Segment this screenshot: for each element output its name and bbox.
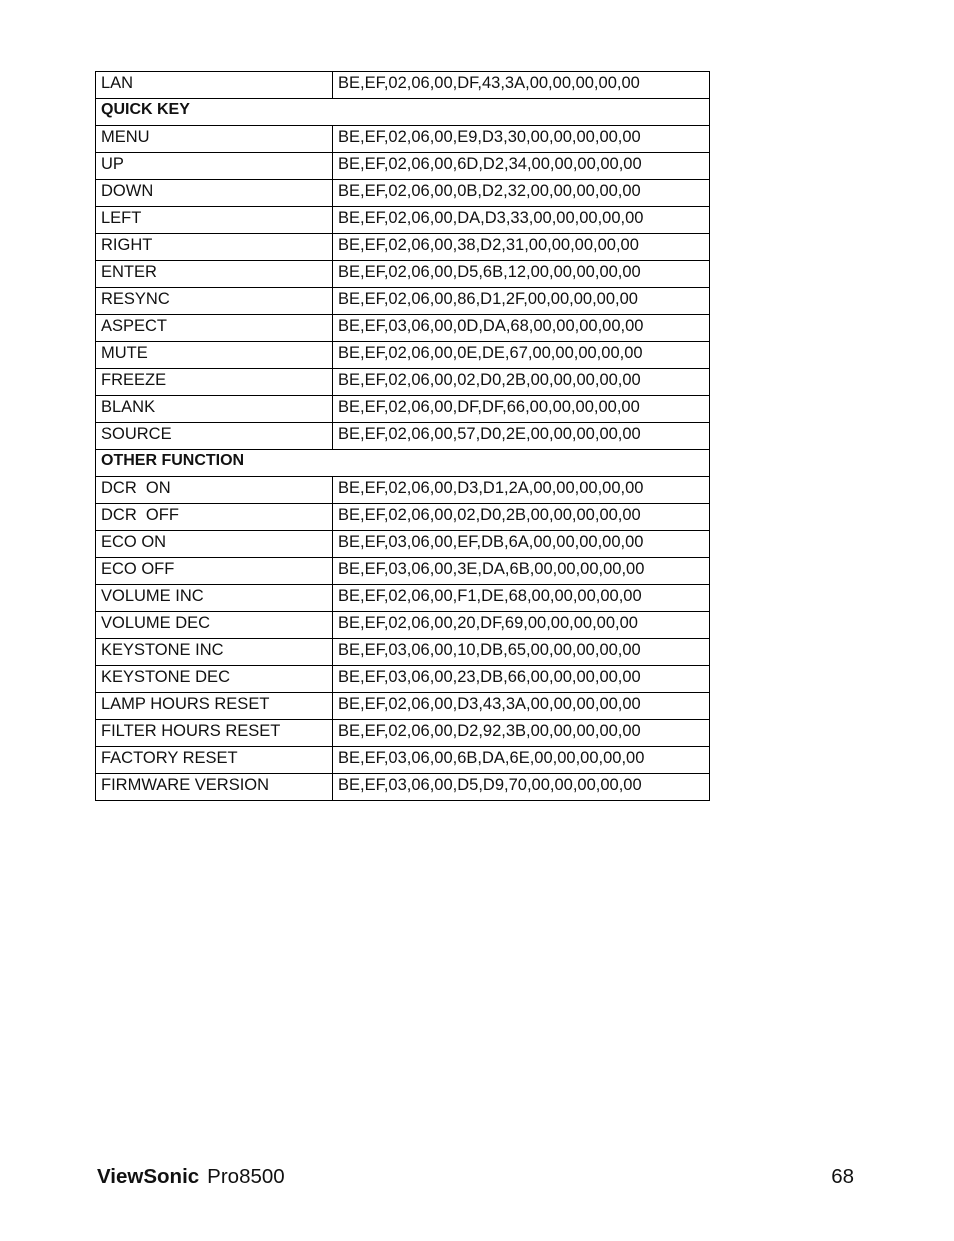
command-code-cell: BE,EF,02,06,00,DA,D3,33,00,00,00,00,00 [333,207,710,234]
command-code-cell: BE,EF,02,06,00,20,DF,69,00,00,00,00,00 [333,612,710,639]
table-row [96,342,710,369]
command-code-cell: BE,EF,03,06,00,3E,DA,6B,00,00,00,00,00 [333,558,710,585]
command-code-cell: BE,EF,02,06,00,6D,D2,34,00,00,00,00,00 [333,153,710,180]
footer-brand: ViewSonic [97,1165,200,1188]
table-row [96,585,710,612]
table-row [96,774,710,801]
table-row [96,180,710,207]
function-name-cell: RIGHT [96,234,333,261]
command-code-cell: BE,EF,02,06,00,38,D2,31,00,00,00,00,00 [333,234,710,261]
command-code-cell: BE,EF,02,06,00,D3,43,3A,00,00,00,00,00 [333,693,710,720]
command-code-cell: BE,EF,02,06,00,D5,6B,12,00,00,00,00,00 [333,261,710,288]
command-code-cell: BE,EF,02,06,00,0B,D2,32,00,00,00,00,00 [333,180,710,207]
function-name-cell: ENTER [96,261,333,288]
table-row [96,207,710,234]
command-code-cell: BE,EF,02,06,00,0E,DE,67,00,00,00,00,00 [333,342,710,369]
table-row [96,639,710,666]
command-code-cell: BE,EF,03,06,00,6B,DA,6E,00,00,00,00,00 [333,747,710,774]
command-table-body [96,72,710,801]
table-row [96,234,710,261]
page-footer [97,1164,285,1190]
table-row [96,369,710,396]
rs232-command-table [95,71,710,801]
footer-model: Pro8500 [207,1165,285,1188]
table-row [96,612,710,639]
section-header: OTHER FUNCTION [96,450,710,477]
table-row [96,153,710,180]
function-name-cell: SOURCE [96,423,333,450]
function-name-cell: FIRMWARE VERSION [96,774,333,801]
table-row [96,477,710,504]
function-name-cell: DCR ON [96,477,333,504]
function-name-cell: BLANK [96,396,333,423]
command-code-cell: BE,EF,02,06,00,DF,43,3A,00,00,00,00,00 [333,72,710,99]
command-code-cell: BE,EF,02,06,00,D3,D1,2A,00,00,00,00,00 [333,477,710,504]
function-name-cell: UP [96,153,333,180]
table-row [96,261,710,288]
table-row [96,288,710,315]
command-code-cell: BE,EF,02,06,00,86,D1,2F,00,00,00,00,00 [333,288,710,315]
command-code-cell: BE,EF,02,06,00,57,D0,2E,00,00,00,00,00 [333,423,710,450]
function-name-cell: VOLUME INC [96,585,333,612]
function-name-cell: FACTORY RESET [96,747,333,774]
function-name-cell: FREEZE [96,369,333,396]
table-row [96,72,710,99]
function-name-cell: FILTER HOURS RESET [96,720,333,747]
function-name-cell: MUTE [96,342,333,369]
page-number: 68 [831,1165,854,1188]
function-name-cell: ASPECT [96,315,333,342]
table-row [96,693,710,720]
function-name-cell: MENU [96,126,333,153]
table-row [96,558,710,585]
function-name-cell: LAN [96,72,333,99]
table-row [96,315,710,342]
command-code-cell: BE,EF,03,06,00,23,DB,66,00,00,00,00,00 [333,666,710,693]
command-code-cell: BE,EF,03,06,00,0D,DA,68,00,00,00,00,00 [333,315,710,342]
table-row [96,747,710,774]
command-code-cell: BE,EF,02,06,00,E9,D3,30,00,00,00,00,00 [333,126,710,153]
function-name-cell: DOWN [96,180,333,207]
table-row [96,126,710,153]
function-name-cell: LAMP HOURS RESET [96,693,333,720]
command-code-cell: BE,EF,02,06,00,D2,92,3B,00,00,00,00,00 [333,720,710,747]
function-name-cell: VOLUME DEC [96,612,333,639]
command-code-cell: BE,EF,03,06,00,10,DB,65,00,00,00,00,00 [333,639,710,666]
command-code-cell: BE,EF,02,06,00,DF,DF,66,00,00,00,00,00 [333,396,710,423]
command-code-cell: BE,EF,02,06,00,F1,DE,68,00,00,00,00,00 [333,585,710,612]
section-header: QUICK KEY [96,99,710,126]
table-row [96,504,710,531]
function-name-cell: KEYSTONE INC [96,639,333,666]
section-header-row [96,99,710,126]
function-name-cell: KEYSTONE DEC [96,666,333,693]
function-name-cell: DCR OFF [96,504,333,531]
table-row [96,396,710,423]
function-name-cell: ECO OFF [96,558,333,585]
function-name-cell: RESYNC [96,288,333,315]
table-row [96,666,710,693]
table-row [96,423,710,450]
command-code-cell: BE,EF,03,06,00,EF,DB,6A,00,00,00,00,00 [333,531,710,558]
command-code-cell: BE,EF,02,06,00,02,D0,2B,00,00,00,00,00 [333,369,710,396]
section-header-row [96,450,710,477]
command-code-cell: BE,EF,02,06,00,02,D0,2B,00,00,00,00,00 [333,504,710,531]
command-code-cell: BE,EF,03,06,00,D5,D9,70,00,00,00,00,00 [333,774,710,801]
function-name-cell: LEFT [96,207,333,234]
table-row [96,720,710,747]
function-name-cell: ECO ON [96,531,333,558]
table-row [96,531,710,558]
